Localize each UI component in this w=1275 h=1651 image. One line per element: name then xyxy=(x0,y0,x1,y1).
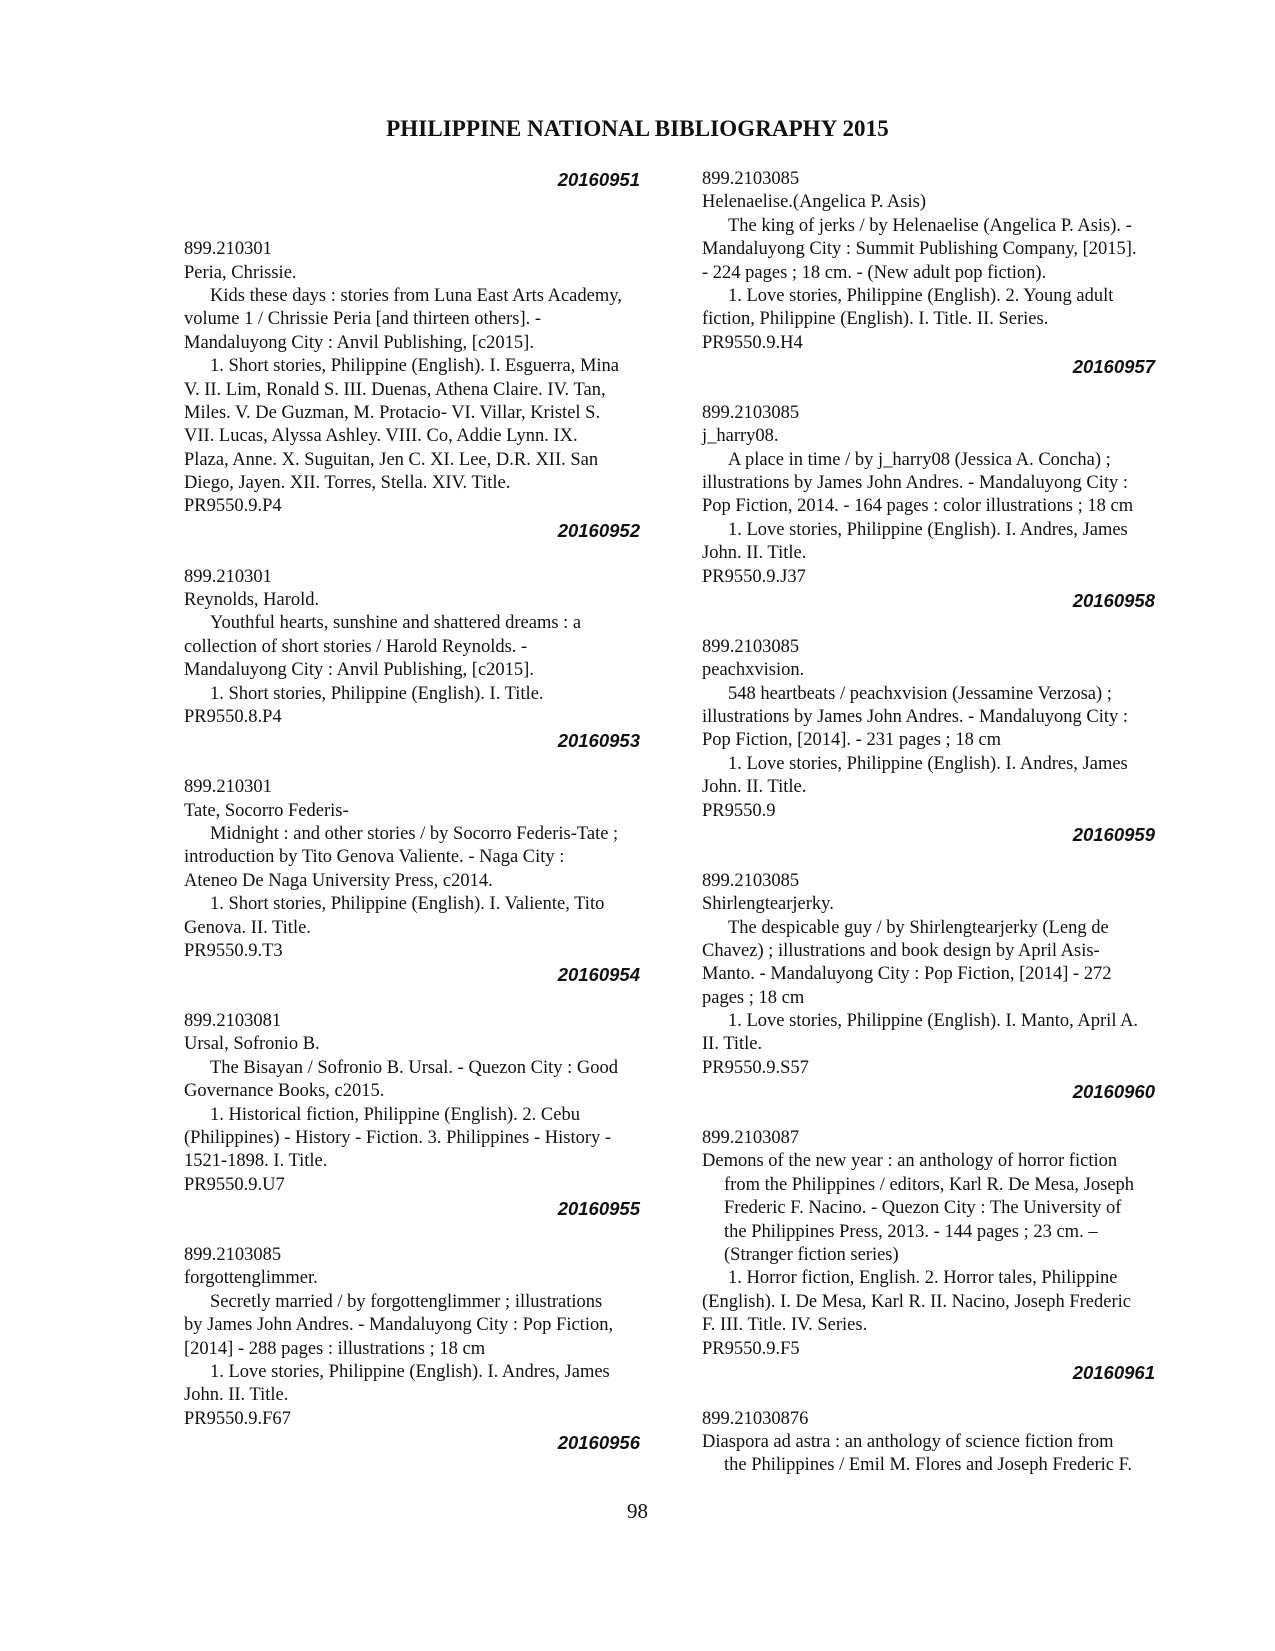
tracing-line: (English). I. De Mesa, Karl R. II. Nacino, Joseph Frederic xyxy=(702,1291,1131,1312)
description-line: collection of short stories / Harold Reynolds. - xyxy=(184,636,528,657)
control-number: 20160959 xyxy=(1072,823,1155,845)
tracing-line: (Philippines) - History - Fiction. 3. Philippines - History - xyxy=(184,1128,612,1149)
tracing-line: 1. Short stories, Philippine (English). I. Esguerra, Mina xyxy=(210,356,620,377)
lc-call-number: PR9550.9.F67 xyxy=(184,1408,291,1429)
page-number: 98 xyxy=(627,1499,648,1523)
tracing-line: 1. Historical fiction, Philippine (English). 2. Cebu xyxy=(210,1104,580,1125)
description-line: Ateneo De Naga University Press, c2014. xyxy=(184,870,493,891)
call-number: 899.210301 xyxy=(184,239,272,260)
description-line: Pop Fiction, [2014]. - 231 pages ; 18 cm xyxy=(702,730,1002,751)
description-line: Youthful hearts, sunshine and shattered dreams : a xyxy=(210,613,582,634)
page-title: PHILIPPINE NATIONAL BIBLIOGRAPHY 2015 xyxy=(386,116,889,141)
tracing-line: Genova. II. Title. xyxy=(184,917,311,938)
tracing-line: V. II. Lim, Ronald S. III. Duenas, Athena Claire. IV. Tan, xyxy=(184,379,606,400)
lc-call-number: PR9550.9.F5 xyxy=(702,1338,800,1359)
lc-call-number: PR9550.9.T3 xyxy=(184,940,283,961)
left-column xyxy=(184,168,642,1454)
description-line: The Bisayan / Sofronio B. Ursal. - Quezon City : Good xyxy=(210,1057,618,1078)
lc-call-number: PR9550.9.U7 xyxy=(184,1174,285,1195)
control-number: 20160955 xyxy=(557,1198,640,1220)
title-entry-line: (Stranger fiction series) xyxy=(724,1244,899,1265)
description-line: Midnight : and other stories / by Socorro Federis-Tate ; xyxy=(210,823,619,844)
lc-call-number: PR9550.9.H4 xyxy=(702,332,803,353)
description-line: Mandaluyong City : Anvil Publishing, [c2015]. xyxy=(184,332,534,353)
description-line: Kids these days : stories from Luna East Arts Academy, xyxy=(210,285,622,306)
tracing-line: 1. Love stories, Philippine (English). I. Manto, April A. xyxy=(728,1011,1139,1032)
description-line: Secretly married / by forgottenglimmer ; illustrations xyxy=(210,1291,603,1312)
tracing-line: John. II. Title. xyxy=(702,777,807,798)
control-number: 20160954 xyxy=(557,964,640,986)
entry-heading: Tate, Socorro Federis- xyxy=(184,800,349,821)
lc-call-number: PR9550.9.S57 xyxy=(702,1057,809,1078)
call-number: 899.21030876 xyxy=(702,1408,809,1429)
lc-call-number: PR9550.9.J37 xyxy=(702,566,806,587)
control-number: 20160960 xyxy=(1072,1081,1155,1103)
description-line: illustrations by James John Andres. - Mandaluyong City : xyxy=(702,706,1128,727)
description-line: A place in time / by j_harry08 (Jessica A. Concha) ; xyxy=(728,449,1111,470)
tracing-line: II. Title. xyxy=(702,1034,763,1055)
call-number: 899.210301 xyxy=(184,566,272,587)
tracing-line: Plaza, Anne. X. Suguitan, Jen C. XI. Lee, D.R. XII. San xyxy=(184,449,599,470)
lc-call-number: PR9550.8.P4 xyxy=(184,706,282,727)
description-line: Manto. - Mandaluyong City : Pop Fiction, [2014] - 272 xyxy=(702,964,1112,985)
description-line: 548 heartbeats / peachxvision (Jessamine Verzosa) ; xyxy=(728,683,1112,704)
description-line: Pop Fiction, 2014. - 164 pages : color illustrations ; 18 cm xyxy=(702,496,1134,517)
tracing-line: 1. Love stories, Philippine (English). 2. Young adult xyxy=(728,285,1114,306)
control-number: 20160953 xyxy=(557,730,640,752)
control-number: 20160958 xyxy=(1072,590,1155,612)
description-line: The king of jerks / by Helenaelise (Angelica P. Asis). - xyxy=(728,215,1132,236)
call-number: 899.2103085 xyxy=(184,1244,282,1265)
control-number: 20160951 xyxy=(557,169,640,190)
control-number: 20160961 xyxy=(1072,1361,1155,1383)
entry-heading: forgottenglimmer. xyxy=(184,1268,318,1289)
tracing-line: 1. Love stories, Philippine (English). I. Andres, James xyxy=(728,519,1128,540)
control-number: 20160957 xyxy=(1072,356,1155,378)
lc-call-number: PR9550.9 xyxy=(702,800,776,821)
description-line: - 224 pages ; 18 cm. - (New adult pop fiction). xyxy=(702,262,1047,283)
call-number: 899.2103085 xyxy=(702,402,800,423)
tracing-line: 1. Love stories, Philippine (English). I. Andres, James xyxy=(210,1361,610,1382)
description-line: Chavez) ; illustrations and book design by April Asis- xyxy=(702,940,1100,961)
title-entry-line: the Philippines / Emil M. Flores and Joseph Frederic F. xyxy=(724,1455,1133,1476)
tracing-line: F. III. Title. IV. Series. xyxy=(702,1315,868,1336)
call-number: 899.2103085 xyxy=(702,870,800,891)
title-entry-line: Diaspora ad astra : an anthology of science fiction from xyxy=(702,1432,1114,1453)
right-column xyxy=(702,168,1157,1478)
description-line: illustrations by James John Andres. - Mandaluyong City : xyxy=(702,473,1128,494)
entry-heading: Helenaelise.(Angelica P. Asis) xyxy=(702,192,926,213)
description-line: The despicable guy / by Shirlengtearjerky (Leng de xyxy=(728,917,1109,938)
control-number: 20160952 xyxy=(557,519,640,541)
description-line: volume 1 / Chrissie Peria [and thirteen others]. - xyxy=(184,309,542,330)
entry-heading: Peria, Chrissie. xyxy=(184,262,297,283)
tracing-line: 1. Short stories, Philippine (English). I. Valiente, Tito xyxy=(210,894,605,915)
tracing-line: John. II. Title. xyxy=(184,1385,289,1406)
tracing-line: 1. Love stories, Philippine (English). I. Andres, James xyxy=(728,753,1128,774)
tracing-line: fiction, Philippine (English). I. Title. II. Series. xyxy=(702,309,1049,330)
lc-call-number: PR9550.9.P4 xyxy=(184,496,282,517)
title-entry-line: Frederic F. Nacino. - Quezon City : The University of xyxy=(724,1198,1122,1219)
title-entry-line: from the Philippines / editors, Karl R. De Mesa, Joseph xyxy=(724,1174,1135,1195)
call-number: 899.210301 xyxy=(184,777,272,798)
entry-heading: j_harry08. xyxy=(702,426,779,447)
title-entry-line: the Philippines Press, 2013. - 144 pages ; 23 cm. – xyxy=(724,1221,1098,1242)
tracing-line: 1. Short stories, Philippine (English). I. Title. xyxy=(210,683,544,704)
title-entry-line: Demons of the new year : an anthology of horror fiction xyxy=(702,1151,1118,1172)
tracing-line: Miles. V. De Guzman, M. Protacio- VI. Villar, Kristel S. xyxy=(184,402,601,423)
entry-heading: Shirlengtearjerky. xyxy=(702,894,834,915)
call-number: 899.2103085 xyxy=(702,636,800,657)
description-line: pages ; 18 cm xyxy=(702,987,805,1008)
description-line: Governance Books, c2015. xyxy=(184,1081,385,1102)
call-number: 899.2103081 xyxy=(184,1011,282,1032)
description-line: Mandaluyong City : Summit Publishing Company, [2015]. xyxy=(702,239,1137,260)
description-line: [2014] - 288 pages : illustrations ; 18 cm xyxy=(184,1338,486,1359)
entry-heading: Ursal, Sofronio B. xyxy=(184,1034,320,1055)
description-line: introduction by Tito Genova Valiente. - Naga City : xyxy=(184,847,565,868)
entry-heading: Reynolds, Harold. xyxy=(184,590,320,611)
description-line: Mandaluyong City : Anvil Publishing, [c2015]. xyxy=(184,660,534,681)
tracing-line: VII. Lucas, Alyssa Ashley. VIII. Co, Addie Lynn. IX. xyxy=(184,426,578,447)
entry-heading: peachxvision. xyxy=(702,660,805,681)
call-number: 899.2103087 xyxy=(702,1128,800,1149)
tracing-line: 1. Horror fiction, English. 2. Horror tales, Philippine xyxy=(728,1268,1118,1289)
tracing-line: Diego, Jayen. XII. Torres, Stella. XIV. Title. xyxy=(184,473,511,494)
tracing-line: John. II. Title. xyxy=(702,543,807,564)
description-line: by James John Andres. - Mandaluyong City : Pop Fiction, xyxy=(184,1315,614,1336)
call-number: 899.2103085 xyxy=(702,169,800,189)
control-number: 20160956 xyxy=(557,1432,640,1454)
tracing-line: 1521-1898. I. Title. xyxy=(184,1151,328,1172)
